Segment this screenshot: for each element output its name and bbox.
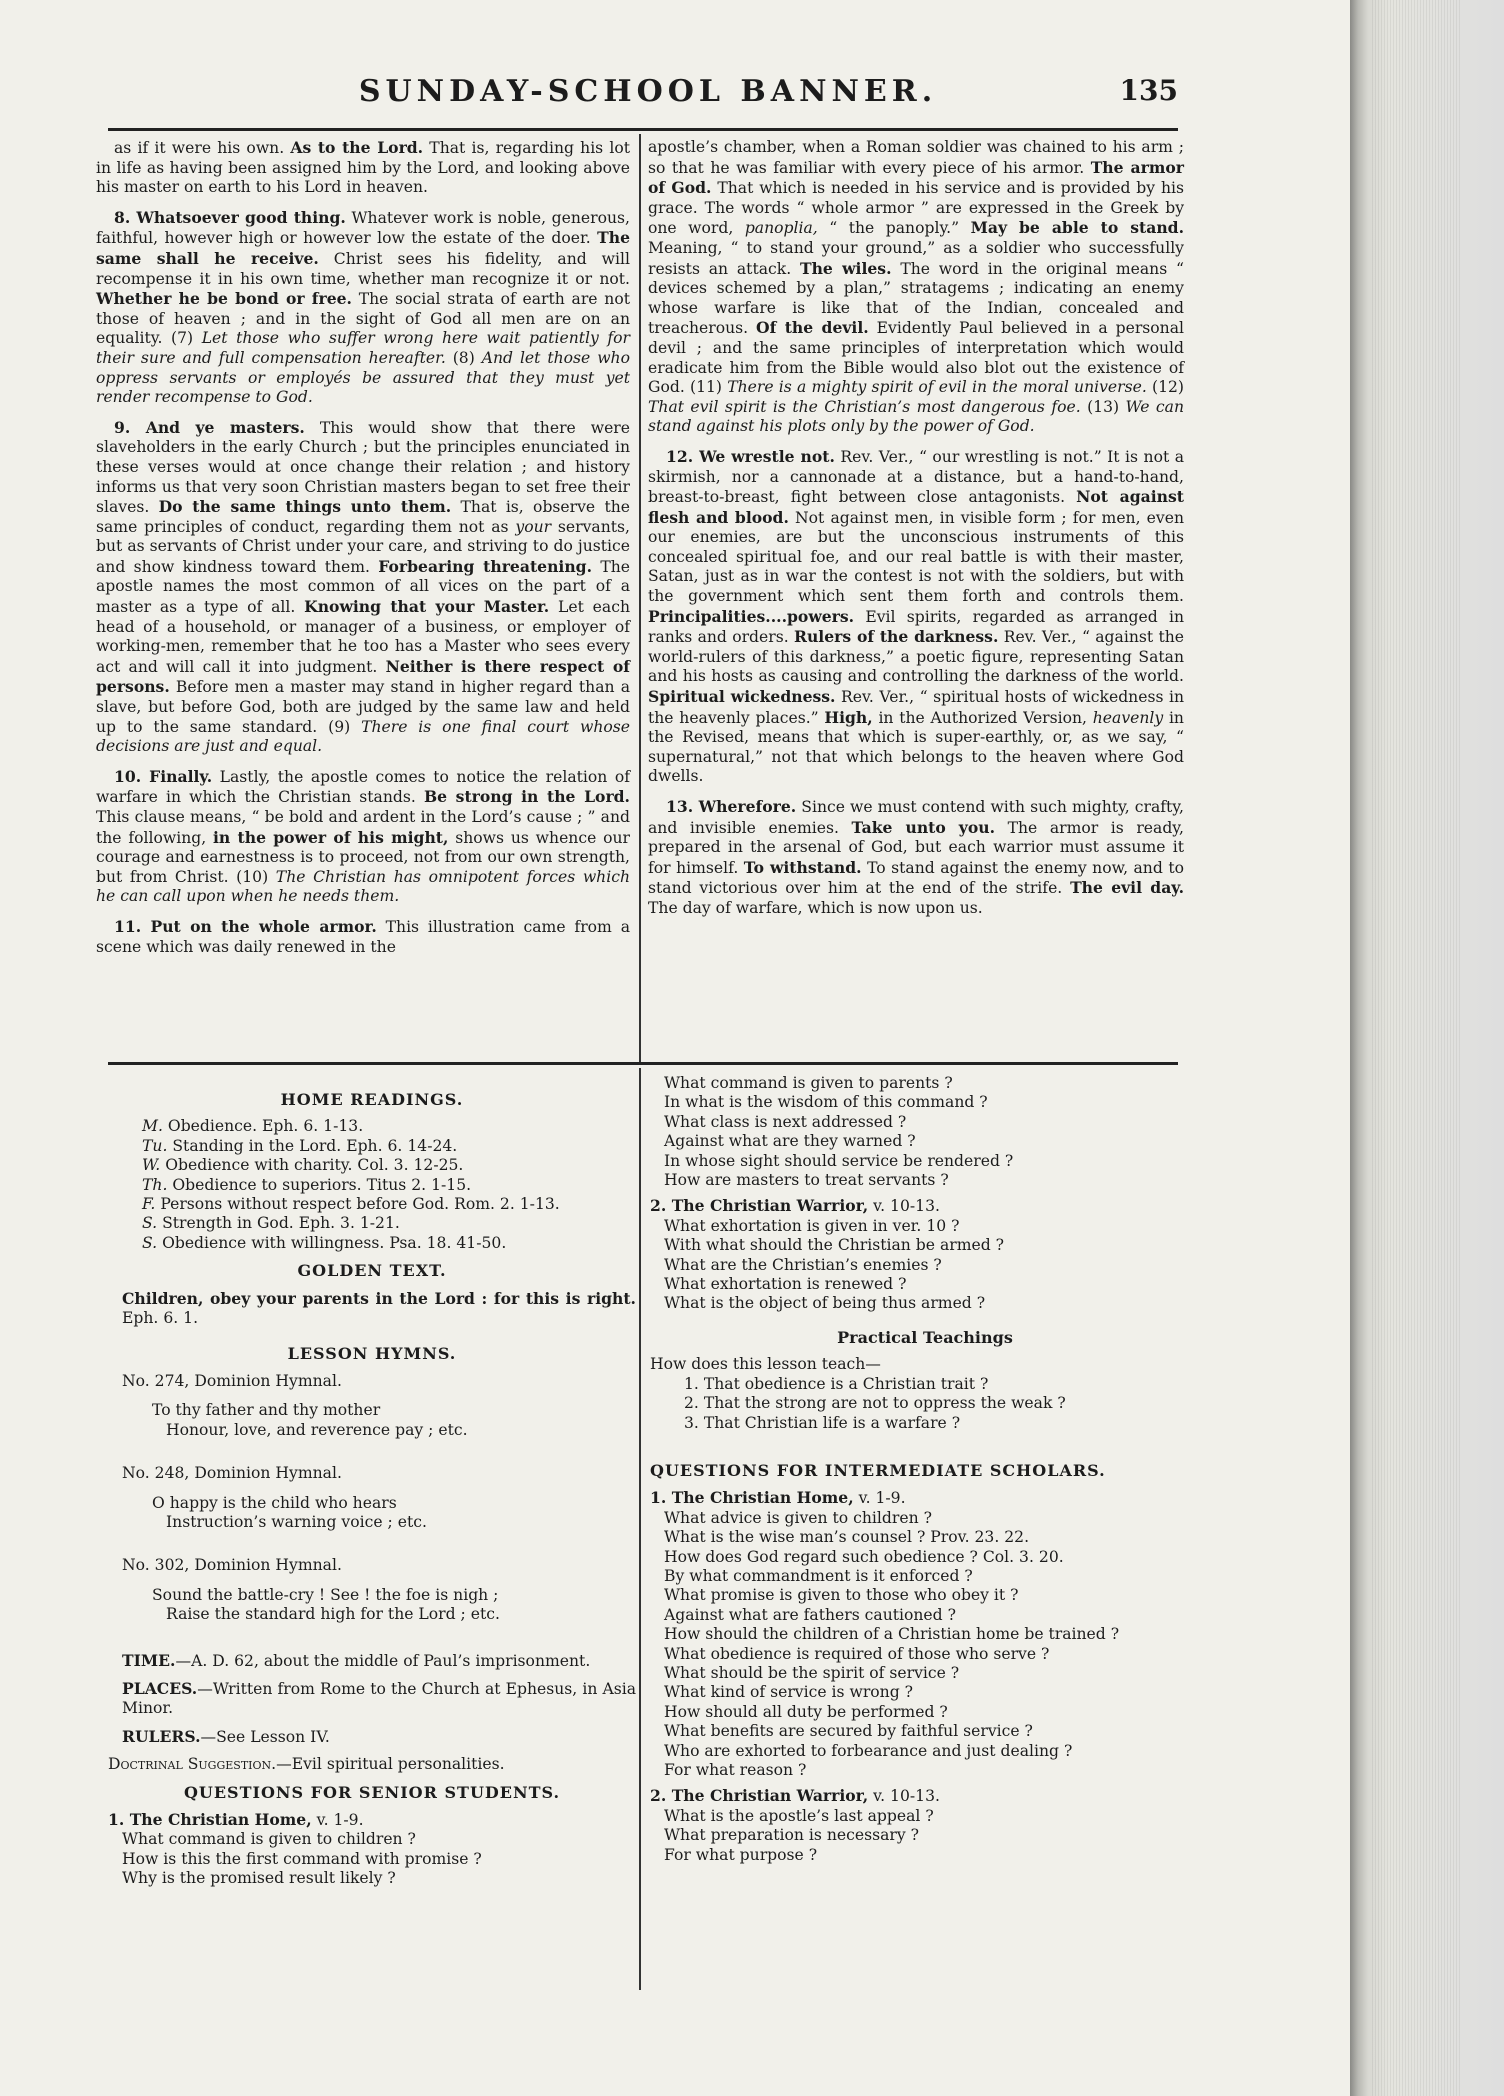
- question: What is the object of being thus armed ?: [664, 1294, 986, 1313]
- hymn-line: O happy is the child who hears: [152, 1493, 397, 1512]
- bold-phrase: High,: [824, 707, 873, 727]
- reading-text: Obedience with charity. Col. 3. 12-25.: [165, 1156, 464, 1175]
- question: Against what are fathers cautioned ?: [664, 1605, 956, 1624]
- hymn-line: Honour, love, and reverence pay ; etc.: [166, 1420, 468, 1439]
- text-run: servants, but as servants of Christ under your care, and striving to do justice and show kindness toward them.: [96, 517, 630, 576]
- home-readings-list: [108, 1117, 636, 1253]
- bold-phrase: Rulers of the darkness.: [794, 627, 999, 647]
- italic-teaching: Let those who suffer wrong here wait patiently for their sure and full compensation hereafter.: [96, 329, 630, 367]
- bold-phrase: The armor of God.: [648, 157, 1184, 198]
- text-run: This would show that there were slaveholders in the early Church ; but the principles enunciated in these verses would at once change their relation ; and history informs us that very soon Christian masters began to set free their slaves.: [96, 418, 630, 517]
- text-run: Since we must contend with such mighty, crafty, and invisible enemies.: [648, 798, 1184, 837]
- senior-section-1-ref: v. 1-9.: [311, 1810, 364, 1829]
- reading-item: [108, 1214, 636, 1233]
- question: 3. That Christian life is a warfare ?: [684, 1413, 961, 1432]
- bold-phrase: Forbearing threatening.: [378, 556, 593, 576]
- senior-section-1-label: 1. The Christian Home,: [108, 1809, 312, 1829]
- senior-section-1-questions: [108, 1830, 636, 1888]
- italic-teaching: There is one final court whose decisions are just and equal.: [96, 717, 630, 756]
- question: How is this the first command with promise ?: [122, 1849, 482, 1868]
- senior-section-2-ref: v. 10-13.: [868, 1197, 940, 1216]
- hymn-number: No. 302, Dominion Hymnal.: [122, 1556, 342, 1575]
- practical-teachings-heading: Practical Teachings: [837, 1327, 1013, 1347]
- question: What advice is given to children ?: [664, 1508, 932, 1527]
- golden-text-heading: GOLDEN TEXT.: [297, 1261, 447, 1281]
- places-text: —Written from Rome to the Church at Ephesus, in Asia Minor.: [122, 1679, 636, 1718]
- question: What class is next addressed ?: [664, 1112, 907, 1131]
- practical-intro: How does this lesson teach—: [650, 1355, 881, 1374]
- hymn-line: Raise the standard high for the Lord ; etc.: [166, 1605, 500, 1624]
- hymn-entry: [108, 1556, 636, 1648]
- intermediate-section-1-label: 1. The Christian Home,: [650, 1488, 854, 1508]
- question: 1. That obedience is a Christian trait ?: [684, 1374, 989, 1393]
- question: In what is the wisdom of this command ?: [664, 1093, 988, 1112]
- reading-day: M.: [142, 1117, 163, 1136]
- reading-text: Persons without respect before God. Rom. 2. 1-13.: [160, 1195, 560, 1214]
- text-run: This clause means, “ be bold and ardent in the Lord’s cause ; ” and the following,: [96, 808, 630, 847]
- question: Against what are they warned ?: [664, 1132, 916, 1151]
- text-run: as if it were his own.: [114, 139, 291, 157]
- text-run: The day of warfare, which is now upon us.: [648, 898, 983, 917]
- places-label: PLACES.: [122, 1678, 198, 1698]
- senior-section-1-questions-continued: [650, 1074, 1200, 1190]
- bold-phrase: Spiritual wickedness.: [648, 687, 836, 707]
- bold-phrase: The same shall he receive.: [96, 228, 630, 268]
- hymn-entry: [108, 1464, 636, 1556]
- text-run: in the Revised, means that which is super-earthly, or, as we say, “ supernatural,” not that which belongs to the heaven where God dwells.: [648, 708, 1184, 786]
- question: How are masters to treat servants ?: [664, 1171, 949, 1190]
- intermediate-section-2-title: [650, 1786, 1200, 1806]
- text-run: Christ sees his fidelity, and will recompense it in his own time, whether man recognize it or not.: [96, 249, 630, 288]
- question: For what purpose ?: [664, 1845, 818, 1864]
- text-run: The word in the original means “ devices schemed by a plan,” stratagems ; indicating an enemy whose warfare is like that of the Indian, concealed and treacherous.: [648, 259, 1184, 338]
- bold-phrase: Not against flesh and blood.: [648, 487, 1184, 527]
- question: With what should the Christian be armed ?: [664, 1236, 1005, 1255]
- reading-day: S.: [142, 1214, 158, 1233]
- question: How should the children of a Christian home be trained ?: [664, 1625, 1120, 1644]
- hymn-line: Sound the battle-cry ! See ! the foe is nigh ;: [152, 1585, 499, 1604]
- bold-phrase: 13. Wherefore.: [666, 797, 797, 816]
- senior-section-2-questions: [650, 1217, 1200, 1314]
- bold-phrase: May be able to stand.: [970, 218, 1185, 238]
- reading-text: Obedience with willingness. Psa. 18. 41-50.: [162, 1233, 507, 1252]
- bold-phrase: Principalities....powers.: [648, 606, 855, 626]
- commentary-paragraph: [648, 138, 1184, 437]
- running-header: [108, 74, 1178, 118]
- commentary-paragraph: [648, 447, 1184, 787]
- bold-phrase: 11. Put on the whole armor.: [114, 916, 377, 936]
- question: What exhortation is renewed ?: [664, 1275, 907, 1294]
- bold-phrase: 9. And ye masters.: [114, 417, 305, 437]
- reading-item: [108, 1176, 636, 1195]
- italic-teaching: And let those who oppress servants or employés be assured that they must yet render recompense to God.: [96, 348, 630, 407]
- doctrinal-suggestion: [108, 1755, 636, 1774]
- question: What should be the spirit of service ?: [664, 1663, 960, 1682]
- question: What preparation is necessary ?: [664, 1826, 919, 1845]
- bold-phrase: Take unto you.: [851, 817, 996, 837]
- question: For what reason ?: [664, 1761, 807, 1779]
- intermediate-section-1-ref: v. 1-9.: [853, 1489, 906, 1508]
- reading-item: [108, 1156, 636, 1175]
- home-readings-heading: HOME READINGS.: [280, 1090, 464, 1109]
- italic-teaching: The Christian has omnipotent forces which he can call upon when he needs them.: [96, 867, 630, 906]
- reading-text: Strength in God. Eph. 3. 1-21.: [162, 1214, 400, 1233]
- reading-item: [108, 1234, 636, 1253]
- italic-teaching: your: [515, 517, 552, 536]
- italic-teaching: That evil spirit is the Christian’s most dangerous foe.: [648, 397, 1081, 416]
- hymn-number: No. 248, Dominion Hymnal.: [122, 1464, 342, 1483]
- senior-section-2-label: 2. The Christian Warrior,: [650, 1196, 869, 1216]
- question: How should all duty be performed ?: [664, 1702, 948, 1721]
- text-run: (13): [1080, 397, 1126, 416]
- question: What is the apostle’s last appeal ?: [664, 1806, 934, 1825]
- bold-phrase: As to the Lord.: [290, 138, 424, 157]
- reading-text: Obedience. Eph. 6. 1-13.: [167, 1117, 364, 1136]
- commentary-column-right: [648, 138, 1184, 929]
- reading-item: [108, 1137, 636, 1156]
- intermediate-questions-heading: QUESTIONS FOR INTERMEDIATE SCHOLARS.: [650, 1460, 1106, 1480]
- bold-phrase: Neither is there respect of persons.: [96, 656, 630, 697]
- book-page-edges: [1350, 0, 1504, 2096]
- intermediate-section-1-questions: [650, 1509, 1200, 1781]
- lesson-helps-column-right: [650, 1074, 1200, 1865]
- text-run: Whatever work is noble, generous, faithful, however high or however low the estate of the doer.: [96, 208, 631, 248]
- header-rule: [108, 128, 1178, 131]
- question: Why is the promised result likely ?: [122, 1869, 396, 1888]
- rulers-note: [108, 1727, 636, 1747]
- question: What benefits are secured by faithful service ?: [664, 1722, 1033, 1741]
- bold-phrase: The evil day.: [1070, 878, 1185, 898]
- time-label: TIME.: [122, 1650, 176, 1670]
- text-run: Evidently Paul believed in a personal devil ; and the same principles of interpretation which would eradicate him from the Bible would also blot out the existence of God. (11): [648, 319, 1184, 397]
- reading-day: W.: [142, 1156, 161, 1175]
- bold-phrase: in the power of his might,: [213, 827, 449, 847]
- senior-section-2-title: [650, 1196, 1200, 1216]
- hymn-line: Instruction’s warning voice ; etc.: [166, 1512, 427, 1531]
- doctrinal-label: Doctrinal Suggestion.: [108, 1755, 277, 1774]
- page-number: 135: [1119, 74, 1178, 107]
- text-run: (8): [445, 348, 482, 367]
- text-run: apostle’s chamber, when a Roman soldier was chained to his arm ; so that he was familiar with every piece of his armor.: [648, 138, 1184, 177]
- bold-phrase: Of the devil.: [756, 318, 869, 338]
- italic-teaching: We can stand against his plots only by the power of God.: [648, 397, 1184, 436]
- bold-phrase: Whether he be bond or free.: [96, 289, 352, 309]
- text-run: This illustration came from a scene which was daily renewed in the: [96, 917, 630, 956]
- intermediate-section-2-label: 2. The Christian Warrior,: [650, 1786, 869, 1806]
- bold-phrase: 10. Finally.: [114, 766, 213, 786]
- reading-item: [108, 1117, 636, 1136]
- question: Who are exhorted to forbearance and just dealing ?: [664, 1741, 1073, 1760]
- intermediate-section-2-ref: v. 10-13.: [868, 1787, 940, 1806]
- reading-item: [108, 1195, 636, 1214]
- question: What kind of service is wrong ?: [664, 1683, 914, 1702]
- text-run: Before men a master may stand in higher regard than a slave, but before God, both are judged by the same law and held up to the same standard. (9): [96, 678, 630, 736]
- text-run: The armor is ready, prepared in the arsenal of God, but each warrior must assume it for himself.: [648, 818, 1184, 877]
- text-run: That is, regarding his lot in life as having been assigned him by the Lord, and looking above his master on earth to his Lord in heaven.: [96, 139, 630, 197]
- text-run: Let each head of a household, or manager of a business, or employer of working-men, remember that he too has a Master who sees every act and will call it into judgment.: [96, 598, 630, 676]
- text-run: The social strata of earth are not those of heaven ; and in the sight of God all men are on an equality. (7): [96, 290, 630, 348]
- practical-teachings-list: [650, 1375, 1200, 1433]
- column-divider-upper: [639, 134, 641, 1062]
- text-run: shows us whence our courage and earnestness is to proceed, not from our own strength, but from Christ. (10): [96, 828, 631, 886]
- senior-questions-heading: QUESTIONS FOR SENIOR STUDENTS.: [183, 1782, 561, 1802]
- time-text: —A. D. 62, about the middle of Paul’s imprisonment.: [175, 1651, 591, 1670]
- bold-phrase: Knowing that your Master.: [304, 597, 550, 617]
- commentary-paragraph: [96, 208, 630, 408]
- text-run: Not against men, in visible form ; for men, even our enemies, are but the unconscious instruments of this concealed spiritual foe, and our real battle is with their master, Satan, just as in war the contest is not with the soldiers, but with the government which sent them forth and controls them.: [648, 508, 1184, 606]
- commentary-paragraph: [96, 138, 630, 198]
- senior-section-1-title: [108, 1810, 636, 1830]
- text-run: Rev. Ver., “ against the world-rulers of this darkness,” a poetic figure, representing Satan and his hosts as causing and controlling the darkness of the world.: [648, 628, 1184, 686]
- bold-phrase: 12. We wrestle not.: [666, 446, 835, 466]
- publication-title: SUNDAY-SCHOOL BANNER.: [358, 74, 938, 109]
- question: 2. That the strong are not to oppress the weak ?: [684, 1394, 1066, 1413]
- text-run: (12): [1146, 378, 1185, 397]
- bold-phrase: Do the same things unto them.: [158, 497, 452, 517]
- text-run: That which is needed in his service and is provided by his grace. The words “ whole armor ” are expressed in the Greek by one word,: [648, 179, 1184, 238]
- bold-phrase: To withstand.: [743, 857, 862, 877]
- places-note: [108, 1679, 636, 1719]
- reading-day: Th.: [142, 1175, 168, 1194]
- lesson-hymns-heading: LESSON HYMNS.: [287, 1344, 457, 1364]
- reading-day: F.: [142, 1195, 156, 1214]
- doctrinal-text: —Evil spiritual personalities.: [276, 1755, 505, 1774]
- bold-phrase: 8. Whatsoever good thing.: [114, 207, 346, 227]
- italic-teaching: There is a mighty spirit of evil in the moral universe.: [727, 378, 1147, 397]
- text-run: That is, observe the same principles of conduct, regarding them not as: [96, 498, 630, 536]
- question: What are the Christian’s enemies ?: [664, 1255, 942, 1274]
- lesson-hymns-list: [108, 1372, 636, 1649]
- question: What promise is given to those who obey it ?: [664, 1586, 1019, 1605]
- text-run: To stand against the enemy now, and to stand victorious over him at the end of the strife.: [648, 858, 1184, 898]
- text-run: in the Authorized Version,: [872, 708, 1093, 727]
- commentary-paragraph: [96, 917, 630, 957]
- text-run: Evil spirits, regarded as arranged in ranks and orders.: [648, 607, 1184, 647]
- lesson-helps-column-left: [108, 1090, 636, 1889]
- column-divider-lower: [639, 1068, 641, 1990]
- section-rule: [108, 1062, 1178, 1065]
- hymn-line: To thy father and thy mother: [152, 1401, 381, 1420]
- reading-text: Obedience to superiors. Titus 2. 1-15.: [172, 1175, 472, 1194]
- bold-phrase: Be strong in the Lord.: [423, 787, 630, 807]
- question: What is the wise man’s counsel ? Prov. 23. 22.: [664, 1528, 1030, 1547]
- italic-teaching: panoplia,: [744, 219, 818, 238]
- italic-teaching: heavenly: [1092, 708, 1164, 727]
- golden-text-verse: Children, obey your parents in the Lord : for this is right.: [122, 1288, 636, 1308]
- time-note: [108, 1651, 636, 1671]
- question: What exhortation is given in ver. 10 ?: [664, 1216, 960, 1235]
- question: In whose sight should service be rendered ?: [664, 1151, 1014, 1170]
- reading-day: Tu.: [142, 1136, 168, 1155]
- text-run: “ the panoply.”: [817, 219, 971, 238]
- reading-day: S.: [142, 1233, 158, 1252]
- text-run: Meaning, “ to stand your ground,” as a soldier who successfully resists an attack.: [648, 238, 1184, 278]
- text-run: Lastly, the apostle comes to notice the relation of warfare in which the Christian stands.: [96, 767, 630, 807]
- hymn-entry: [108, 1372, 636, 1464]
- commentary-column-left: [96, 138, 630, 967]
- text-run: Rev. Ver., “ spiritual hosts of wickedness in the heavenly places.”: [648, 688, 1184, 727]
- text-run: The apostle names the most common of all vices on the part of a master as a type of all.: [96, 557, 630, 617]
- intermediate-section-1-title: [650, 1488, 1200, 1508]
- rulers-label: RULERS.: [122, 1726, 201, 1746]
- text-run: Rev. Ver., “ our wrestling is not.” It is not a skirmish, nor a cannonade at a distance, but a hand-to-hand, breast-to-breast, fight between close antagonists.: [648, 447, 1184, 507]
- golden-text-ref: Eph. 6. 1.: [122, 1309, 199, 1328]
- intermediate-section-2-questions: [650, 1807, 1200, 1865]
- hymn-number: No. 274, Dominion Hymnal.: [122, 1371, 342, 1390]
- question: What command is given to children ?: [122, 1830, 416, 1849]
- commentary-paragraph: [96, 418, 630, 757]
- reading-text: Standing in the Lord. Eph. 6. 14-24.: [172, 1136, 458, 1155]
- bold-phrase: The wiles.: [799, 258, 892, 278]
- question: How does God regard such obedience ? Col. 3. 20.: [664, 1547, 1064, 1566]
- golden-text: [108, 1289, 636, 1329]
- commentary-paragraph: [96, 767, 630, 907]
- question: By what commandment is it enforced ?: [664, 1566, 973, 1585]
- question: What obedience is required of those who serve ?: [664, 1644, 1050, 1663]
- question: What command is given to parents ?: [664, 1074, 953, 1092]
- commentary-paragraph: [648, 797, 1184, 919]
- rulers-text: —See Lesson IV.: [200, 1727, 330, 1746]
